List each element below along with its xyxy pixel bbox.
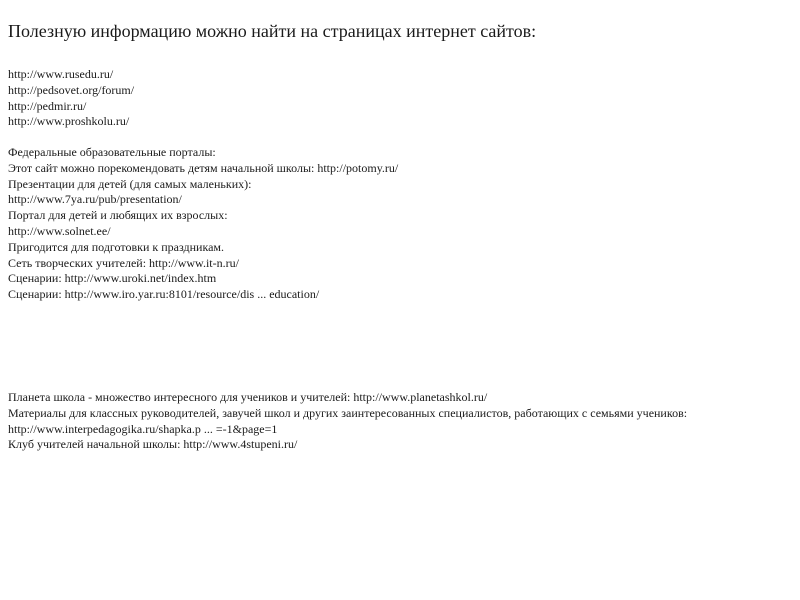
link-solnet[interactable]: http://www.solnet.ee/	[8, 223, 111, 238]
portal-uroki: Сценарии: http://www.uroki.net/index.htm	[8, 271, 217, 286]
link-pedmir[interactable]: http://pedmir.ru/	[8, 98, 87, 113]
portals-title: Федеральные образовательные порталы:	[8, 145, 216, 159]
portal-iro-yar: Сценарии: http://www.iro.yar.ru:8101/resource/dis ... education/	[8, 287, 320, 302]
item-4stupeni: Клуб учителей начальной школы: http://www.4stupeni.ru/	[8, 437, 298, 452]
link-rusedu[interactable]: http://www.rusedu.ru/	[8, 67, 114, 81]
more-section	[8, 390, 687, 453]
portal-presentations-label: Презентации для детей (для самых маленьких):	[8, 176, 252, 191]
portal-it-n: Сеть творческих учителей: http://www.it-n.ru/	[8, 255, 239, 270]
portal-potomy: Этот сайт можно порекомендовать детям начальной школы: http://potomy.ru/	[8, 160, 399, 175]
item-class-teachers-label: Материалы для классных руководителей, завучей школ и других заинтересованных специалистов, работающих с семьями учеников:	[8, 405, 688, 420]
link-interpedagogika[interactable]: http://www.interpedagogika.ru/shapka.p ... =-1&page=1	[8, 421, 278, 436]
portal-holidays-label: Пригодится для подготовки к праздникам.	[8, 239, 225, 254]
portals-section	[8, 145, 398, 303]
portal-kids-label: Портал для детей и любящих их взрослых:	[8, 208, 228, 223]
link-pedsovet[interactable]: http://pedsovet.org/forum/	[8, 82, 135, 97]
link-proshkolu[interactable]: http://www.proshkolu.ru/	[8, 114, 130, 129]
page-heading: Полезную информацию можно найти на страницах интернет сайтов:	[8, 21, 537, 41]
item-planetashkol: Планета школа - множество интересного для учеников и учителей: http://www.planetashkol.ru/	[8, 390, 488, 404]
links-list	[8, 67, 134, 130]
link-7ya[interactable]: http://www.7ya.ru/pub/presentation/	[8, 192, 182, 207]
